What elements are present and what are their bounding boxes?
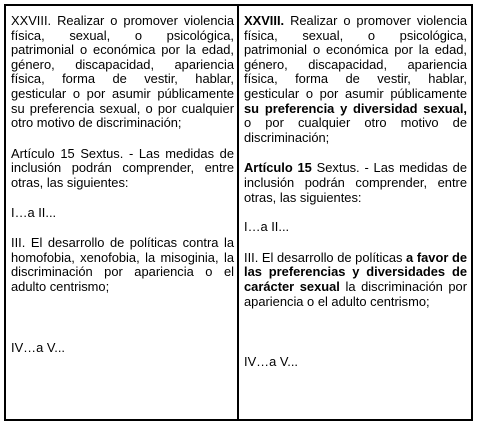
right-xxviii-bold: XXVIII.	[244, 13, 285, 28]
right-xxviii-text-a: Realizar o promover violencia física, sexual, o psicológica, patrimonial o económica por la edad, género, discapacidad, apariencia física, forma de vestir, hablar, gesticular o por asumir públicamente	[244, 13, 467, 101]
right-column	[239, 6, 471, 419]
left-paragraph-iii: III. El desarrollo de políticas contra la homofobia, xenofobia, la misoginia, la discriminación por apariencia o el adulto centrismo;	[11, 235, 234, 294]
right-paragraph-i-ii: I…a II...	[244, 219, 290, 235]
left-paragraph-article-15: Artículo 15 Sextus. - Las medidas de inclusión podrán comprender, entre otras, las siguientes:	[11, 145, 234, 190]
right-iii-text-b: la discriminación por apariencia o el adulto centrismo;	[244, 278, 468, 309]
right-article-15-text: Sextus. - Las medidas de inclusión podrán comprender, entre otras, las siguientes:	[244, 160, 467, 205]
comparison-table	[4, 4, 473, 421]
left-paragraph-xxviii: XXVIII. Realizar o promover violencia física, sexual, o psicológica, patrimonial o económica por la edad, género, discapacidad, apariencia física, forma de vestir, hablar, gesticular o por asumir públicamente su preferencia sexual, o por cualquier otro motivo de discriminación;	[11, 13, 234, 131]
right-paragraph-xxviii	[244, 14, 467, 145]
left-paragraph-i-ii: I…a II...	[11, 204, 57, 220]
left-paragraph-iv-v: IV…a V...	[11, 339, 65, 355]
right-iii-bold: a favor de las preferencias y diversidades de carácter sexual	[244, 249, 467, 294]
right-paragraph-iv-v: IV…a V...	[244, 354, 298, 370]
right-paragraph-iii	[244, 251, 467, 309]
right-article-15-bold: Artículo 15	[244, 160, 312, 176]
right-xxviii-bold-preference: su preferencia y diversidad sexual,	[244, 100, 467, 116]
left-column	[6, 6, 239, 419]
right-iii-text-a: III. El desarrollo de políticas	[244, 249, 407, 265]
right-paragraph-article-15	[244, 161, 467, 205]
right-xxviii-text-b: o por cualquier otro motivo de discriminación;	[244, 115, 467, 145]
